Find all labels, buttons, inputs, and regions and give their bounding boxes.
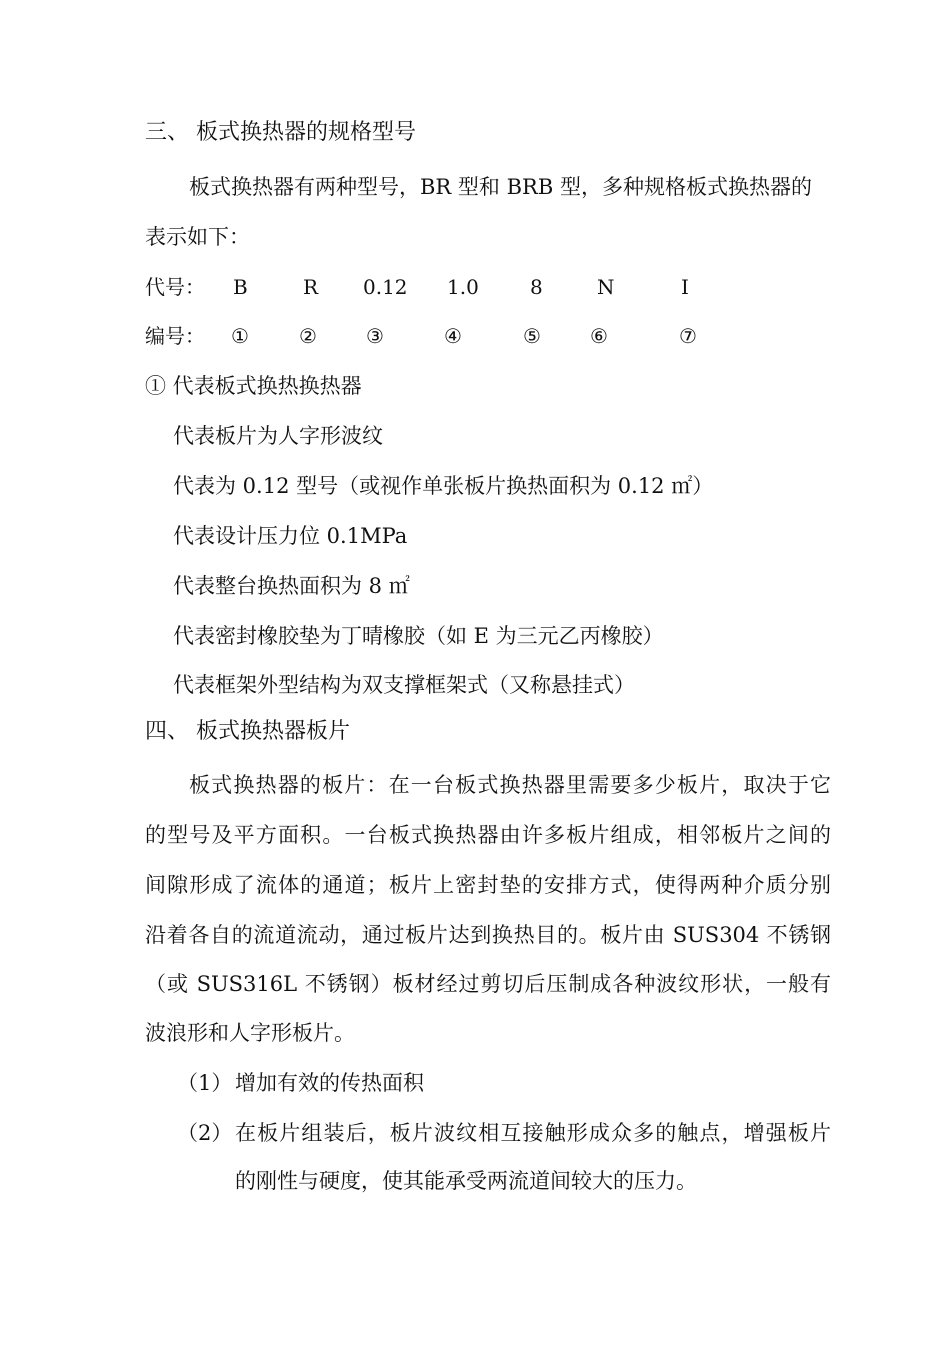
code-cell: B [233,275,248,299]
code-label: 代号： [145,275,205,299]
paragraph-line: 的型号及平方面积。一台板式换热器由许多板片组成，相邻板片之间的 [145,823,831,847]
code-cell: R [303,275,319,299]
list-item-marker: （1） [177,1071,233,1095]
section-3-heading: 三、 板式换热器的规格型号 [145,120,416,145]
explanation-line: 代表框架外型结构为双支撑框架式（又称悬挂式） [173,673,635,697]
explanation-line: 代表设计压力位 0.1MPa [173,524,408,548]
code-cell: 8 [530,275,543,299]
section-3-intro-line-1: 板式换热器有两种型号，BR 型和 BRB 型，多种规格板式换热器的 [189,175,812,199]
number-cell: ⑥ [590,324,608,348]
code-cell: N [597,275,615,299]
number-label: 编号： [145,324,205,348]
code-cell: 1.0 [447,275,479,299]
paragraph-line: 沿着各自的流道流动，通过板片达到换热目的。板片由 SUS304 不锈钢 [145,923,831,947]
code-cell: 0.12 [363,275,408,299]
section-3-intro-line-2: 表示如下： [145,225,250,249]
number-cell: ⑦ [679,324,697,348]
list-item-text-continued: 的刚性与硬度，使其能承受两流道间较大的压力。 [235,1169,697,1193]
code-cell: I [681,275,689,299]
paragraph-line: 板式换热器的板片：在一台板式换热器里需要多少板片，取决于它 [189,773,831,797]
explanation-line: 代表整台换热面积为 8 ㎡ [173,574,410,598]
number-cell: ① [231,324,249,348]
number-cell: ② [299,324,317,348]
list-item-text: 在板片组装后，板片波纹相互接触形成众多的触点，增强板片 [235,1121,831,1145]
list-item-text: 增加有效的传热面积 [235,1071,424,1095]
number-cell: ③ [366,324,384,348]
explanation-line: ① 代表板式换热换热器 [145,374,362,398]
number-cell: ④ [444,324,462,348]
explanation-line: 代表板片为人字形波纹 [173,424,383,448]
list-item-marker: （2） [177,1121,233,1145]
explanation-line: 代表密封橡胶垫为丁晴橡胶（如 E 为三元乙丙橡胶） [173,624,664,648]
section-4-heading: 四、 板式换热器板片 [145,719,350,744]
explanation-line: 代表为 0.12 型号（或视作单张板片换热面积为 0.12 ㎡） [173,474,714,498]
paragraph-line: （或 SUS316L 不锈钢）板材经过剪切后压制成各种波纹形状，一般有 [145,972,831,996]
number-cell: ⑤ [523,324,541,348]
paragraph-line: 间隙形成了流体的通道；板片上密封垫的安排方式，使得两种介质分别 [145,873,831,897]
paragraph-line: 波浪形和人字形板片。 [145,1021,355,1045]
